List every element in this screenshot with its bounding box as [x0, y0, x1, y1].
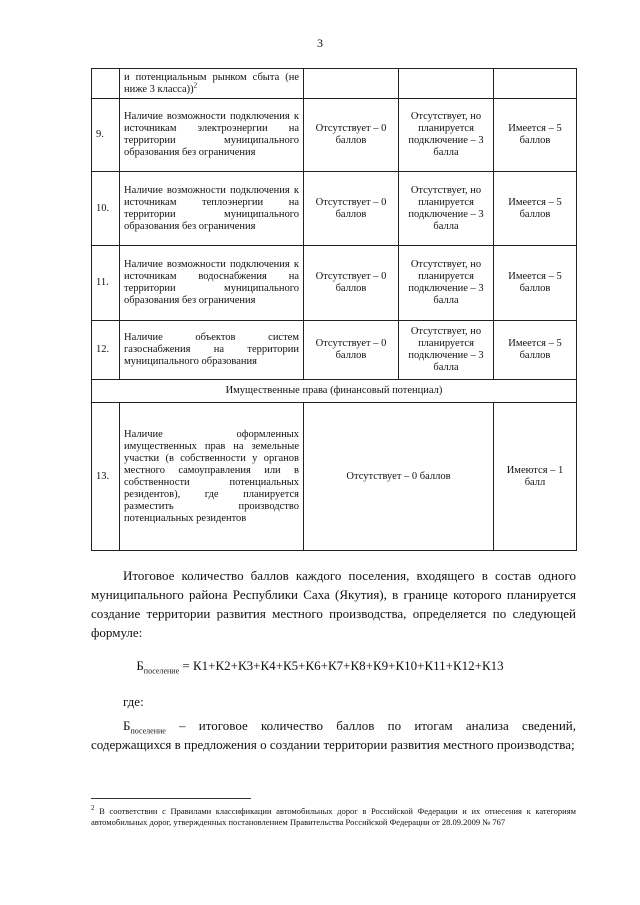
where-label: где: — [123, 694, 144, 709]
footnote-mark: 2 — [91, 804, 95, 813]
score-absent: Отсутствует – 0 баллов — [304, 321, 399, 380]
score-planned: Отсутствует, но планируется подключение – 3 балла — [399, 172, 494, 246]
score-cell — [494, 69, 577, 99]
criterion-description: Наличие объектов систем газоснабжения на территории муниципального образования — [120, 321, 304, 380]
criterion-description: Наличие возможности подключения к источникам теплоэнергии на территории муниципального образования без ограничения — [120, 172, 304, 246]
criterion-description: Наличие возможности подключения к источникам водоснабжения на территории муниципального образования без ограничения — [120, 246, 304, 321]
score-present: Имеется – 5 баллов — [494, 99, 577, 172]
formula-rhs: = К1+К2+К3+К4+К5+К6+К7+К8+К9+К10+К11+К12+К13 — [179, 658, 504, 673]
score-planned: Отсутствует, но планируется подключение – 3 балла — [399, 321, 494, 380]
score-present: Имеется – 5 баллов — [494, 172, 577, 246]
score-planned: Отсутствует, но планируется подключение – 3 балла — [399, 246, 494, 321]
paragraph-definition — [91, 716, 576, 754]
score-cell — [304, 69, 399, 99]
description-cell — [120, 69, 304, 99]
section-header-row — [92, 380, 577, 403]
row-number: 11. — [92, 246, 120, 321]
row-number: 13. — [92, 403, 120, 551]
score-formula — [0, 658, 640, 674]
criterion-description: Наличие оформленных имущественных прав на земельные участки (в собственности у органов местного самоуправления или в собственности потенциальных резидентов), где планируется разместить производство потенциальных резидентов — [120, 403, 304, 551]
row-number: 9. — [92, 99, 120, 172]
definition-subscript: поселение — [130, 726, 166, 736]
footnote-ref: 2 — [193, 81, 198, 89]
score-planned: Отсутствует, но планируется подключение – 3 балла — [399, 99, 494, 172]
formula-subscript: поселение — [143, 666, 180, 676]
footnote — [91, 806, 576, 828]
definition-text: – итоговое количество баллов по итогам анализа сведений, содержащихся в предложения о создании территории развития местного производства; — [91, 718, 576, 752]
footnote-divider — [91, 798, 251, 799]
table-row — [92, 403, 577, 551]
page-number: 3 — [317, 36, 323, 50]
table-row — [92, 69, 577, 99]
paragraph-total-score: Итоговое количество баллов каждого поселения, входящего в состав одного муниципального района Республики Саха (Якутия), в границе которого планируется создание территории развития местного производства, определяется по следующей формуле: — [91, 568, 576, 640]
score-present: Имеется – 5 баллов — [494, 321, 577, 380]
footnote-text: В соответствии с Правилами классификации автомобильных дорог в Российской Федерации и их отнесения к категориям автомобильных дорог, утвержденных постановлением Правительства Российской Федерации от 28.09.2009 № 767 — [91, 806, 576, 827]
score-cell — [399, 69, 494, 99]
criterion-description: Наличие возможности подключения к источникам электроэнергии на территории муниципального образования без ограничения — [120, 99, 304, 172]
table-row — [92, 172, 577, 246]
row-number: 12. — [92, 321, 120, 380]
description-text: и потенциальным рынком сбыта (не ниже 3 класса)) — [124, 71, 299, 95]
row-number: 10. — [92, 172, 120, 246]
score-absent: Отсутствует – 0 баллов — [304, 99, 399, 172]
row-number-cell — [92, 69, 120, 99]
score-absent: Отсутствует – 0 баллов — [304, 403, 494, 551]
score-absent: Отсутствует – 0 баллов — [304, 172, 399, 246]
score-present: Имеется – 5 баллов — [494, 246, 577, 321]
table-row — [92, 99, 577, 172]
formula-b: Б — [136, 658, 144, 673]
table-row — [92, 321, 577, 380]
score-present: Имеются – 1 балл — [494, 403, 577, 551]
criteria-table — [91, 68, 577, 551]
section-header: Имущественные права (финансовый потенциал) — [92, 380, 577, 403]
score-absent: Отсутствует – 0 баллов — [304, 246, 399, 321]
table-row — [92, 246, 577, 321]
definition-b: Б — [123, 718, 131, 733]
